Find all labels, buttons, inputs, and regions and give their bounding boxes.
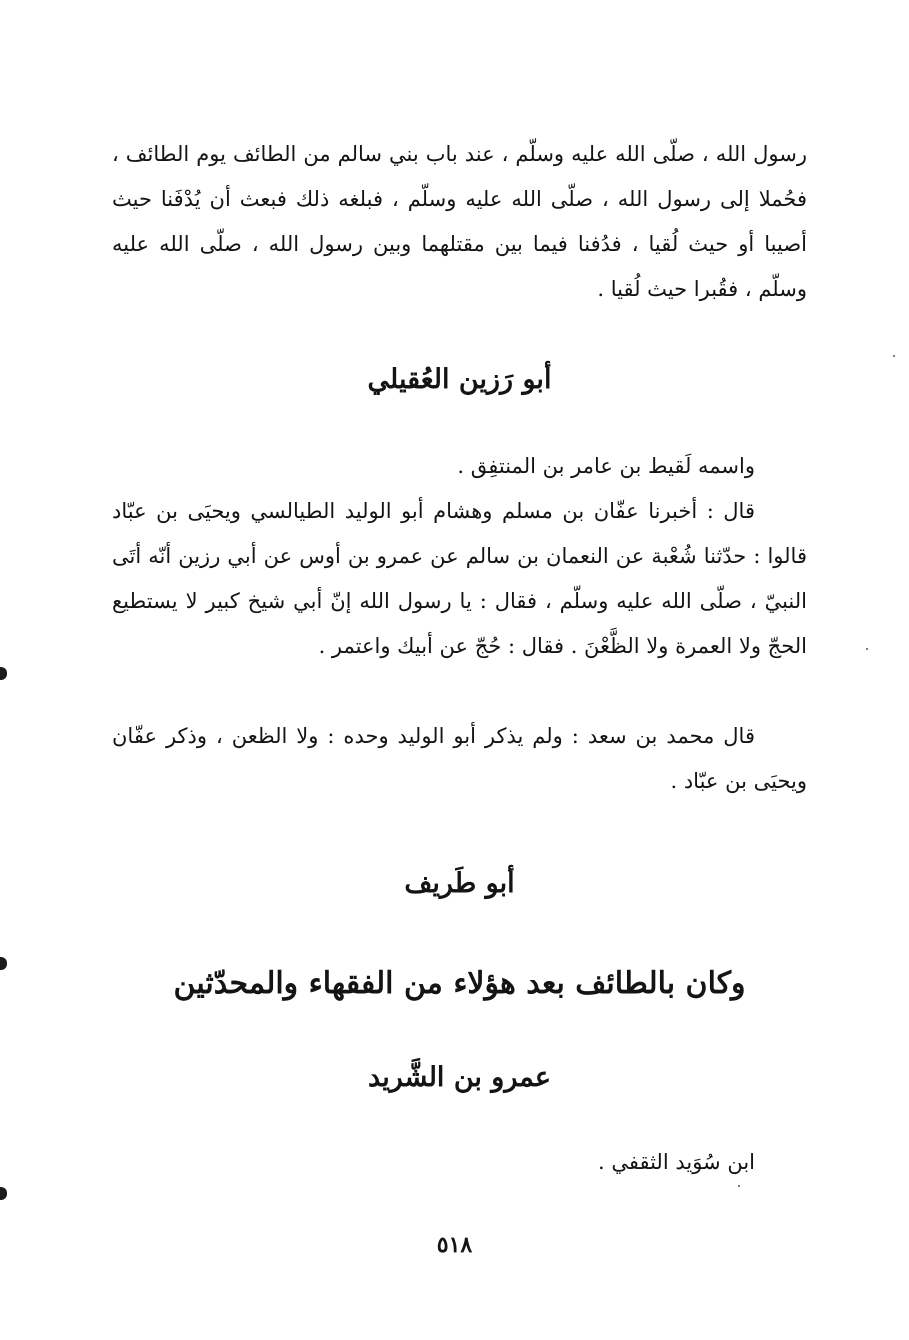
binding-mark	[0, 667, 7, 680]
page-number: ٥١٨	[436, 1232, 473, 1258]
scan-speck	[866, 648, 868, 650]
section-title-taif-scholars: وكان بالطائف بعد هؤلاء من الفقهاء والمحدّثين	[173, 966, 746, 1001]
scan-speck	[738, 1185, 740, 1187]
section-title-amr-ibn-al-sharid: عمرو بن الشَّريد	[368, 1062, 551, 1093]
paragraph-hadith: قال : أخبرنا عفّان بن مسلم وهشام أبو الوليد الطيالسي ويحيَى بن عبّاد قالوا : حدّثنا شُعْبة عن النعمان بن سالم عن عمرو بن أوس عن أبي رزين أنّه أتَى النبيّ ، صلّى الله عليه وسلّم ، فقال : يا رسول الله إنّ أبي شيخ كبير لا يستطيع الحجّ ولا العمرة ولا الظَّعْنَ . فقال : حُجّ عن أبيك واعتمر .	[112, 499, 807, 658]
scan-speck	[893, 355, 895, 357]
binding-mark	[0, 1187, 7, 1200]
paragraph-continuation: رسول الله ، صلّى الله عليه وسلّم ، عند باب بني سالم من الطائف يوم الطائف ، فحُملا إلى رسول الله ، صلّى الله عليه وسلّم ، فبلغه ذلك فبعث أن يُدْفَنا حيث أصيبا أو حيث لُقيا ، فدُفنا فيما بين مقتلهما وبين رسول الله ، صلّى الله عليه وسلّم ، فقُبرا حيث لُقيا .	[112, 142, 807, 301]
paragraph-lineage: ابن سُوَيد الثقفي .	[598, 1150, 755, 1174]
binding-mark	[0, 957, 7, 970]
paragraph-name-note: واسمه لَقيط بن عامر بن المنتفِق .	[457, 454, 755, 478]
paragraph-ibn-saad-note: قال محمد بن سعد : ولم يذكر أبو الوليد وحده : ولا الظعن ، وذكر عفّان ويحيَى بن عبّاد .	[112, 724, 807, 793]
section-title-abu-razin: أبو رَزين العُقيلي	[367, 364, 552, 395]
section-title-abu-tarif: أبو طَريف	[404, 868, 515, 899]
